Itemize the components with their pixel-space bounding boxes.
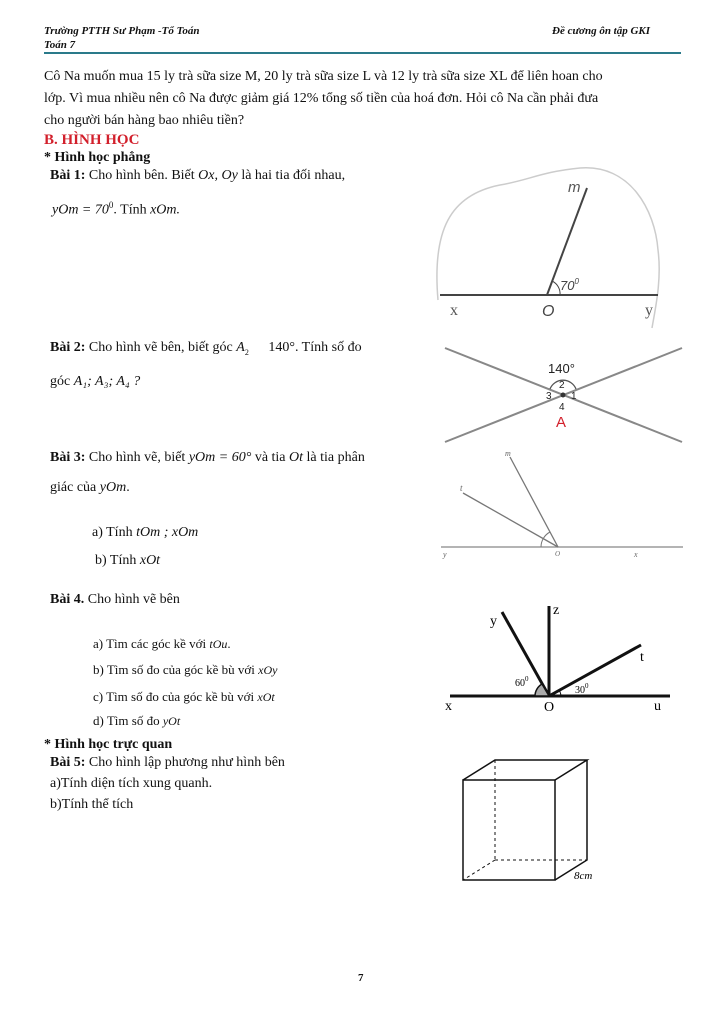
bai3-label-t: t (460, 483, 463, 493)
bai1-text1: Cho hình bên. Biết (88, 168, 195, 183)
bai4-label-u: u (654, 699, 661, 714)
bai4-qa-text: a) Tìm các góc kề với (93, 636, 207, 651)
bai4-qc-text: c) Tìm số đo của góc kề bù với (93, 689, 255, 704)
bai1-given-sup: 0 (108, 200, 114, 210)
bai4-qa (93, 636, 231, 652)
bai3-line2-text: giác của (50, 480, 97, 495)
bai2-ask: A₁; A₃; A₄ ? (73, 374, 141, 389)
intro-line-3: cho người bán hàng bao nhiêu tiền? (44, 113, 245, 128)
bai2-figure (440, 340, 690, 450)
bai2-label-140: 140° (548, 361, 575, 376)
bai3-text1: Cho hình vẽ, biết (88, 450, 186, 465)
bai4-qd-text: d) Tìm số đo (93, 713, 160, 728)
bai5-line1 (50, 755, 285, 771)
bai1-label-m: m (568, 179, 581, 196)
bai3-label: Bài 3: (50, 450, 86, 465)
bai3-given: yOm = 60° (188, 450, 252, 465)
bai3-figure (438, 445, 688, 565)
bai3-text2: và tia (254, 450, 286, 465)
bai4-label: Bài 4. (50, 592, 85, 607)
intro-line-1: Cô Na muốn mua 15 ly trà sữa size M, 20 ly trà sữa size L và 12 ly trà sữa size XL để liên hoan cho (44, 69, 603, 84)
bai2-line1 (50, 340, 362, 357)
bai1-label: Bài 1: (50, 168, 86, 183)
bai5-qb: b)Tính thể tích (50, 797, 134, 812)
header-subject: Toán 7 (44, 39, 76, 51)
bai1-label-o: O (542, 303, 555, 320)
bai2-label-1: 1 (571, 391, 577, 402)
bai4-figure (440, 595, 700, 720)
bai2-label-4: 4 (559, 402, 565, 413)
bai1-given: yOm = 70 (52, 202, 109, 218)
bai1-text3: . Tính (113, 202, 147, 218)
bai4-qd (93, 713, 180, 729)
bai4-qc-math: xOt (257, 690, 275, 704)
bai3-line2-end: . (126, 480, 130, 495)
bai3-label-o: O (555, 550, 561, 558)
header-rule (44, 52, 681, 54)
bai4-line1 (50, 592, 180, 608)
bai4-qb-text: b) Tìm số đo của góc kề bù với (93, 662, 255, 677)
bai4-label-30: $30^0$ (575, 682, 589, 696)
bai1-angle-arc (552, 281, 560, 295)
bai1-label-y: y (645, 302, 653, 319)
bai3-ray: Ot (289, 450, 304, 465)
bai4-label-o: O (544, 700, 555, 715)
bai2-label-2: 2 (559, 380, 565, 391)
bai3-label-y: y (443, 550, 447, 559)
section-title: B. HÌNH HỌC (44, 132, 140, 148)
bai3-qb-math: xOt (139, 553, 161, 568)
bai1-line1 (50, 168, 345, 184)
bai3-line1 (50, 450, 365, 466)
bai2-label-3: 3 (546, 391, 552, 402)
bai4-label-x: x (445, 699, 452, 714)
bai5-cube-side (555, 760, 587, 880)
bai3-line2-math: yOm (99, 480, 127, 495)
bai4-label-z: z (553, 603, 560, 618)
bai5-edge-label: 8cm (574, 870, 593, 882)
bai5-qa: a)Tính diện tích xung quanh. (50, 776, 213, 791)
plane-geometry-heading: * Hình học phẳng (44, 150, 151, 165)
bai2-text2: . Tính số đo (294, 340, 362, 355)
header-doc-title: Đề cương ôn tập GKI (552, 25, 651, 37)
bai4-qc (93, 689, 275, 705)
bai5-cube-top (463, 760, 587, 780)
bai4-label-60: $60^0$ (515, 675, 529, 689)
bai3-line2 (50, 480, 130, 496)
bai5-label: Bài 5: (50, 755, 86, 770)
bai3-qa-prefix: a) Tính (92, 525, 133, 540)
bai2-line2 (50, 374, 140, 390)
bai5-figure (455, 755, 615, 890)
bai3-text3: là tia phân (306, 450, 365, 465)
intro-paragraph (44, 66, 684, 132)
bai1-ox-oy: Ox, Oy (198, 168, 238, 183)
bai3-qb (95, 553, 160, 569)
bai2-label-a: A (556, 414, 567, 431)
bai5-text1: Cho hình lập phương như hình bên (88, 755, 285, 770)
bai4-text1: Cho hình vẽ bên (87, 592, 180, 607)
page-number: 7 (358, 972, 364, 984)
bai2-line2-prefix: góc (50, 374, 71, 389)
bai4-qa-math: tOu (209, 637, 228, 651)
bai3-qa (92, 525, 198, 541)
bai2-angle-sub: 2 (244, 347, 249, 357)
bai4-qb-math: xOy (258, 663, 278, 677)
bai3-label-x: x (634, 550, 638, 559)
bai2-text1: Cho hình vẽ bên, biết góc (88, 340, 233, 355)
bai2-point-a (561, 393, 566, 398)
header-school: Trường PTTH Sư Phạm -Tổ Toán (44, 25, 200, 37)
bai4-qa-end: . (227, 636, 231, 651)
bai3-qb-prefix: b) Tính (95, 553, 137, 568)
bai4-qd-math: yOt (162, 714, 181, 728)
bai2-angle-val: 140° (268, 340, 295, 355)
bai2-angle-name: A (236, 340, 245, 355)
bai1-label-angle: $70^0$ (560, 277, 579, 293)
bai1-label-x: x (450, 302, 458, 319)
bai3-label-m: m (505, 449, 511, 458)
bai1-text2: là hai tia đối nhau, (241, 168, 346, 183)
bai1-line2 (52, 200, 180, 219)
visual-geometry-heading: * Hình học trực quan (44, 737, 173, 752)
bai5-cube-front (463, 780, 555, 880)
bai4-ray-ot (549, 645, 641, 696)
bai2-label: Bài 2: (50, 340, 86, 355)
bai1-figure (430, 160, 670, 335)
bai1-ask: xOm. (150, 202, 181, 218)
bai3-qa-math: tOm ; xOm (136, 525, 199, 540)
intro-line-2: lớp. Vì mua nhiều nên cô Na được giảm giá 12% tổng số tiền của hoá đơn. Hỏi cô Na cần phải đưa (44, 91, 599, 106)
bai4-label-y: y (490, 614, 497, 629)
bai4-label-t: t (640, 650, 644, 665)
bai4-qb (93, 662, 277, 678)
bai5-hidden-diagonal (463, 860, 495, 880)
